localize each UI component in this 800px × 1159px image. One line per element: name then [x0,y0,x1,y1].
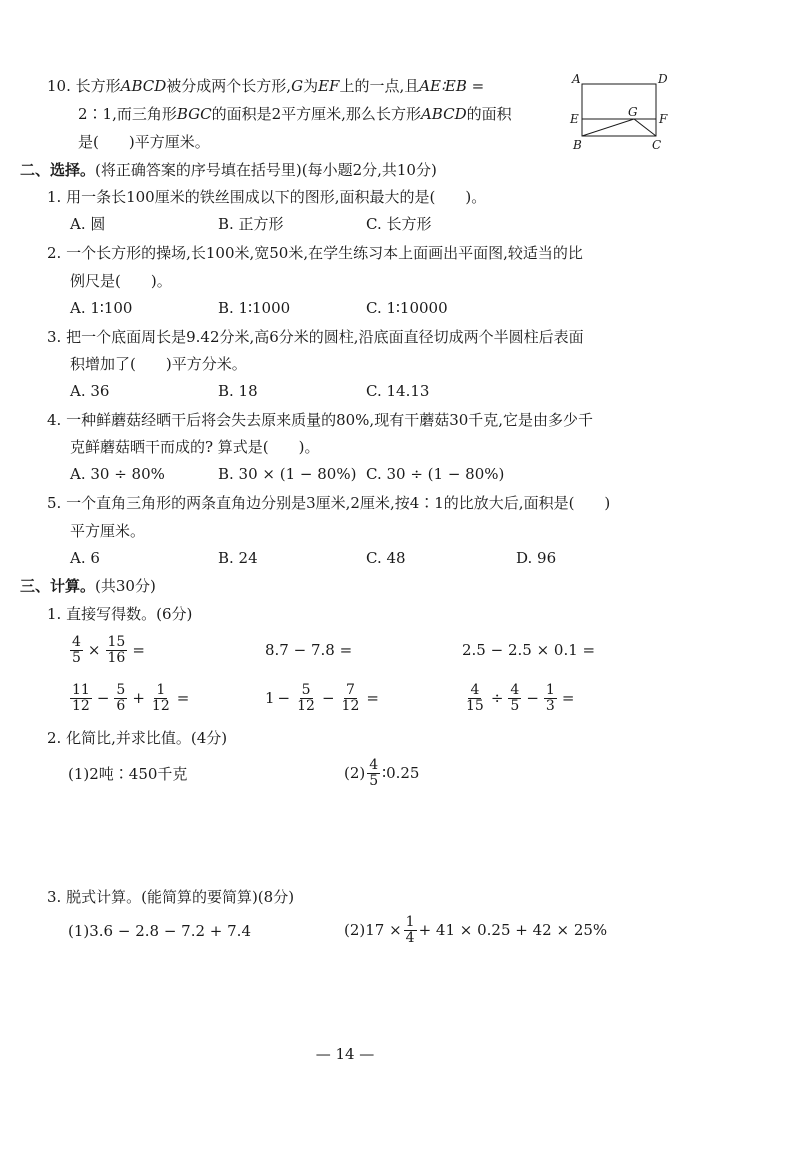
s2-q5-option-a: A. 6 [70,549,100,567]
s3-sub3: 3. 脱式计算。(能简算的要简算)(8分) [47,888,295,906]
s2-q1-option-b: B. 正方形 [218,215,284,233]
s3-sub2-part1: (1)2吨∶450千克 [68,765,188,783]
expr-r2c2: 1 − $\frac{5}{12}$ − $\frac{7}{12}$ = [265,681,379,714]
s2-q4-option-a: A. 30 ÷ 80% [70,465,165,483]
q10-number: 10. [47,77,71,95]
q10-line3: 是( )平方厘米。 [78,133,210,151]
s2-q2-option-c: C. 1∶10000 [366,299,448,317]
s3-sub2: 2. 化简比,并求比值。(4分) [47,729,228,747]
s2-q4-line2: 克鲜蘑菇晒干而成的? 算式是( )。 [70,438,320,456]
label-f: F [659,112,668,126]
s2-q1: 1. 用一条长100厘米的铁丝围成以下的图形,面积最大的是( )。 [47,188,487,206]
expr-r1c1: $\frac{4}{5}$ × $\frac{15}{16}$ = [72,633,145,666]
expr-r2c3: $\frac{4}{15}$ ÷ $\frac{4}{5}$ − $\frac{1}{3}$ = [466,681,575,714]
s3-sub1: 1. 直接写得数。(6分) [47,605,193,623]
expr-r1c3: 2.5 − 2.5 × 0.1 = [462,641,596,659]
s2-q3-option-a: A. 36 [70,382,110,400]
s2-q5-option-c: C. 48 [366,549,406,567]
s2-q5-line2: 平方厘米。 [70,522,146,540]
s2-q1-option-c: C. 长方形 [366,215,432,233]
s2-q2-line2: 例尺是( )。 [70,272,172,290]
s2-q5-line1: 5. 一个直角三角形的两条直角边分别是3厘米,2厘米,按4∶1的比放大后,面积是( ) [47,494,611,512]
label-c: C [652,138,662,152]
s2-q3-line2: 积增加了( )平方分米。 [70,355,247,373]
s2-q2-option-a: A. 1∶100 [70,299,133,317]
s2-q4-line1: 4. 一种鲜蘑菇经晒干后将会失去原来质量的80%,现有干蘑菇30千克,它是由多少千 [47,411,594,429]
s2-q5-option-d: D. 96 [516,549,557,567]
q10-line2: 2∶1,而三角形BGC的面积是2平方厘米,那么长方形ABCD的面积 [78,105,512,123]
section3-heading: 三、计算。(共30分) [20,577,156,595]
segment-gc [634,119,656,136]
expr-r2c1: $\frac{11}{12}$ − $\frac{5}{6}$ + $\frac{1}{12}$ = [72,681,190,714]
s2-q3-option-c: C. 14.13 [366,382,430,400]
s2-q2-line1: 2. 一个长方形的操场,长100米,宽50米,在学生练习本上面画出平面图,较适当的比 [47,244,583,262]
q10-line1: 10. 长方形ABCD被分成两个长方形,G为EF上的一点,且AE∶EB = [47,77,485,95]
rectangle-figure [568,70,670,152]
s2-q3-line1: 3. 把一个底面周长是9.42分米,高6分米的圆柱,沿底面直径切成两个半圆柱后表面 [47,328,584,346]
s3-sub3-part1: (1)3.6 − 2.8 − 7.2 + 7.4 [68,922,251,940]
rect-abcd [582,84,656,136]
s3-sub2-part2: (2) $\frac{4}{5}$ ∶0.25 [344,756,420,789]
label-b: B [573,138,582,152]
s2-q2-option-b: B. 1∶1000 [218,299,291,317]
segment-bg [582,119,634,136]
s2-q4-option-b: B. 30 × (1 − 80%) [218,465,357,483]
section2-heading: 二、选择。(将正确答案的序号填在括号里)(每小题2分,共10分) [20,161,437,179]
label-e: E [570,112,579,126]
expr-r1c2: 8.7 − 7.8 = [265,641,353,659]
s2-q5-option-b: B. 24 [218,549,258,567]
s3-sub3-part2: (2)17 × $\frac{1}{4}$ + 41 × 0.25 + 42 × 25% [344,913,608,946]
s2-q1-option-a: A. 圆 [70,215,106,233]
page-number: — 14 — [315,1045,375,1063]
label-a: A [572,72,581,86]
s2-q4-option-c: C. 30 ÷ (1 − 80%) [366,465,505,483]
label-d: D [658,72,668,86]
label-g: G [628,105,638,119]
s2-q3-option-b: B. 18 [218,382,258,400]
